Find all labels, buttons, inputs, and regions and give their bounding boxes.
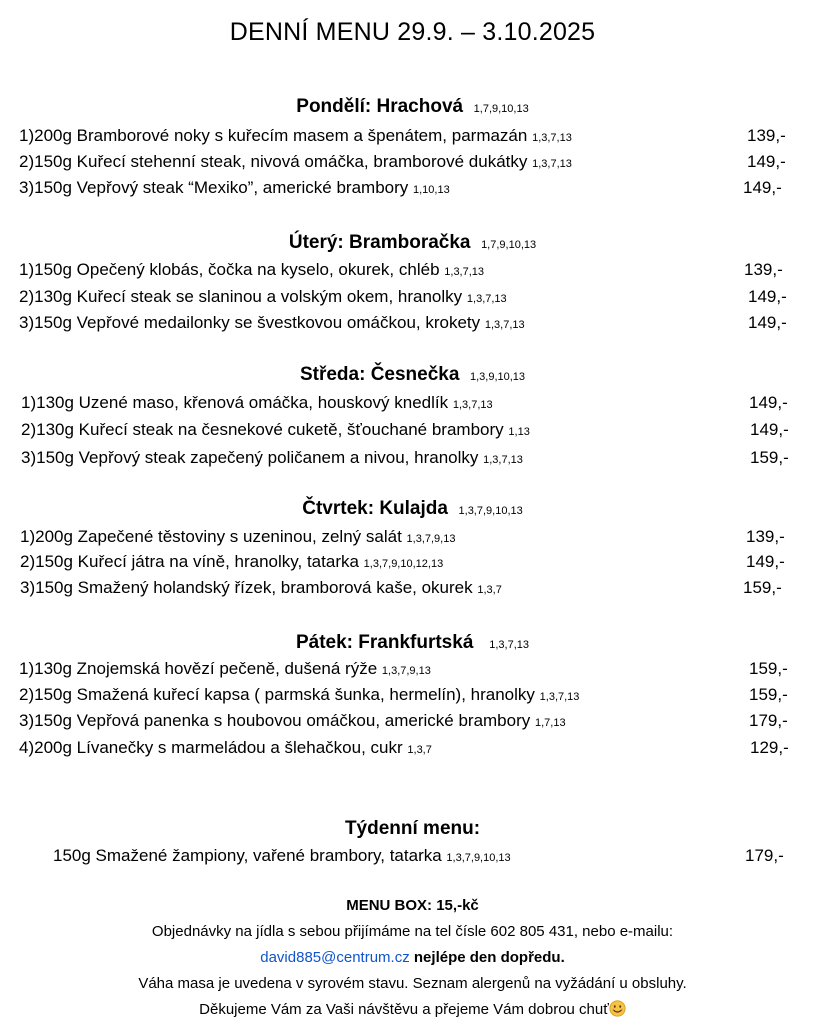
menu-item [19, 285, 507, 309]
item-allergens: 1,10,13 [413, 184, 450, 196]
day-heading [0, 364, 825, 386]
day-name: Středa: Česnečka [299, 364, 460, 385]
item-price: 129,- [750, 738, 789, 757]
menu-item [19, 311, 525, 335]
menu-item [19, 176, 450, 200]
item-text: 1)130g Znojemská hovězí pečeně, dušená rýže [19, 659, 378, 678]
menu-item [21, 446, 523, 470]
item-text: 2)150g Kuřecí játra na víně, hranolky, tatarka [20, 552, 359, 571]
item-text: 3)150g Vepřová panenka s houbovou omáčkou, americké brambory [19, 711, 531, 730]
menu-item [19, 657, 431, 681]
item-allergens: 1,3,7,9,10,12,13 [363, 558, 444, 570]
day-name: Pátek: Frankfurtská [295, 632, 474, 653]
thanks-line [0, 997, 825, 1023]
item-allergens: 1,3,7,9,13 [406, 533, 456, 545]
item-allergens: 1,13 [508, 426, 530, 438]
weight-note: Váha masa je uvedena v syrovém stavu. Seznam alergenů na vyžádání u obsluhy. [138, 975, 687, 992]
item-price: 149,- [750, 420, 789, 439]
menu-item [19, 150, 572, 174]
item-price: 149,- [746, 552, 785, 571]
item-text: 1)130g Uzené maso, křenová omáčka, houskový knedlík [21, 393, 449, 412]
item-text: 3)150g Vepřový steak “Mexiko”, americké brambory [19, 178, 409, 197]
item-text: 1)150g Opečený klobás, čočka na kyselo, okurek, chléb [19, 260, 440, 279]
thanks-text: Děkujeme Vám za Vaši návštěvu a přejeme Vám dobrou chuť [199, 1001, 609, 1018]
item-allergens: 1,3,7 [477, 584, 502, 596]
day-heading [0, 232, 825, 254]
menu-item [19, 736, 432, 760]
email-suffix: nejlépe den dopředu. [413, 949, 565, 966]
item-allergens: 1,3,7,13 [483, 454, 523, 466]
item-price: 149,- [748, 287, 787, 306]
item-allergens: 1,3,7,13 [444, 266, 485, 278]
item-allergens: 1,3,7,13 [452, 399, 493, 411]
item-text: 2)150g Kuřecí stehenní steak, nivová omáčka, bramborové dukátky [19, 152, 528, 171]
menu-item [20, 550, 443, 574]
item-text: 2)130g Kuřecí steak se slaninou a volským okem, hranolky [19, 287, 463, 306]
weekly-heading: Týdenní menu: [344, 818, 481, 839]
item-price: 159,- [749, 659, 788, 678]
item-allergens: 1,3,7,13 [484, 319, 525, 331]
item-text: 150g Smažené žampiony, vařené brambory, tatarka [53, 846, 442, 865]
orders-note: Objednávky na jídla s sebou přijímáme na tel čísle 602 805 431, nebo e-mailu: [151, 923, 674, 940]
item-text: 2)150g Smažená kuřecí kapsa ( parmská šunka, hermelín), hranolky [19, 685, 535, 704]
menu-box-note: MENU BOX: 15,-kč [346, 897, 479, 914]
menu-item [19, 683, 579, 707]
email-line [0, 945, 825, 971]
item-price: 149,- [748, 313, 787, 332]
item-price: 179,- [745, 846, 784, 865]
item-allergens: 1,3,7,13 [539, 691, 580, 703]
day-heading [0, 632, 825, 654]
item-allergens: 1,3,7,9,13 [381, 665, 431, 677]
item-price: 149,- [749, 393, 788, 412]
item-price: 139,- [746, 527, 785, 546]
item-price: 139,- [744, 260, 783, 279]
menu-item [20, 576, 502, 600]
item-text: 3)150g Smažený holandský řízek, bramborová kaše, okurek [20, 578, 473, 597]
item-price: 139,- [747, 126, 786, 145]
menu-item [21, 418, 530, 442]
item-text: 3)150g Vepřové medailonky se švestkovou omáčkou, krokety [19, 313, 481, 332]
day-heading [0, 498, 825, 520]
item-price: 149,- [743, 178, 782, 197]
item-allergens: 1,3,7,9,10,13 [446, 852, 511, 864]
item-price: 159,- [743, 578, 782, 597]
item-allergens: 1,3,7,13 [466, 293, 507, 305]
item-allergens: 1,3,7 [407, 744, 432, 756]
day-allergens: 1,3,7,9,10,13 [458, 505, 523, 517]
item-text: 2)130g Kuřecí steak na česnekové cuketě, šťouchané brambory [21, 420, 504, 439]
day-allergens: 1,3,7,13 [489, 639, 529, 651]
page-title: DENNÍ MENU 29.9. – 3.10.2025 [229, 18, 596, 46]
menu-item [19, 258, 484, 282]
day-allergens: 1,7,9,10,13 [473, 103, 529, 115]
item-text: 1)200g Bramborové noky s kuřecím masem a špenátem, parmazán [19, 126, 528, 145]
item-allergens: 1,3,7,13 [532, 132, 572, 144]
day-allergens: 1,7,9,10,13 [481, 239, 537, 251]
day-name: Čtvrtek: Kulajda [302, 498, 448, 519]
item-allergens: 1,7,13 [535, 717, 566, 729]
menu-item [20, 525, 455, 549]
footer [0, 893, 825, 1023]
item-text: 3)150g Vepřový steak zapečený poličanem a nivou, hranolky [21, 448, 479, 467]
day-name: Úterý: Bramboračka [288, 232, 471, 253]
day-allergens: 1,3,9,10,13 [469, 371, 526, 383]
menu-item [53, 844, 511, 868]
item-text: 1)200g Zapečené těstoviny s uzeninou, zelný salát [20, 527, 402, 546]
menu-item [19, 124, 572, 148]
item-price: 159,- [750, 448, 789, 467]
day-name: Pondělí: Hrachová [296, 96, 464, 117]
email-link[interactable]: david885@centrum.cz [260, 949, 410, 966]
item-price: 159,- [749, 685, 788, 704]
menu-item [19, 709, 566, 733]
menu-item [21, 391, 493, 415]
day-heading [0, 96, 825, 118]
smiling-face-icon [609, 1000, 626, 1017]
item-price: 149,- [747, 152, 786, 171]
item-price: 179,- [749, 711, 788, 730]
item-allergens: 1,3,7,13 [532, 158, 572, 170]
item-text: 4)200g Lívanečky s marmeládou a šlehačkou, cukr [19, 738, 403, 757]
